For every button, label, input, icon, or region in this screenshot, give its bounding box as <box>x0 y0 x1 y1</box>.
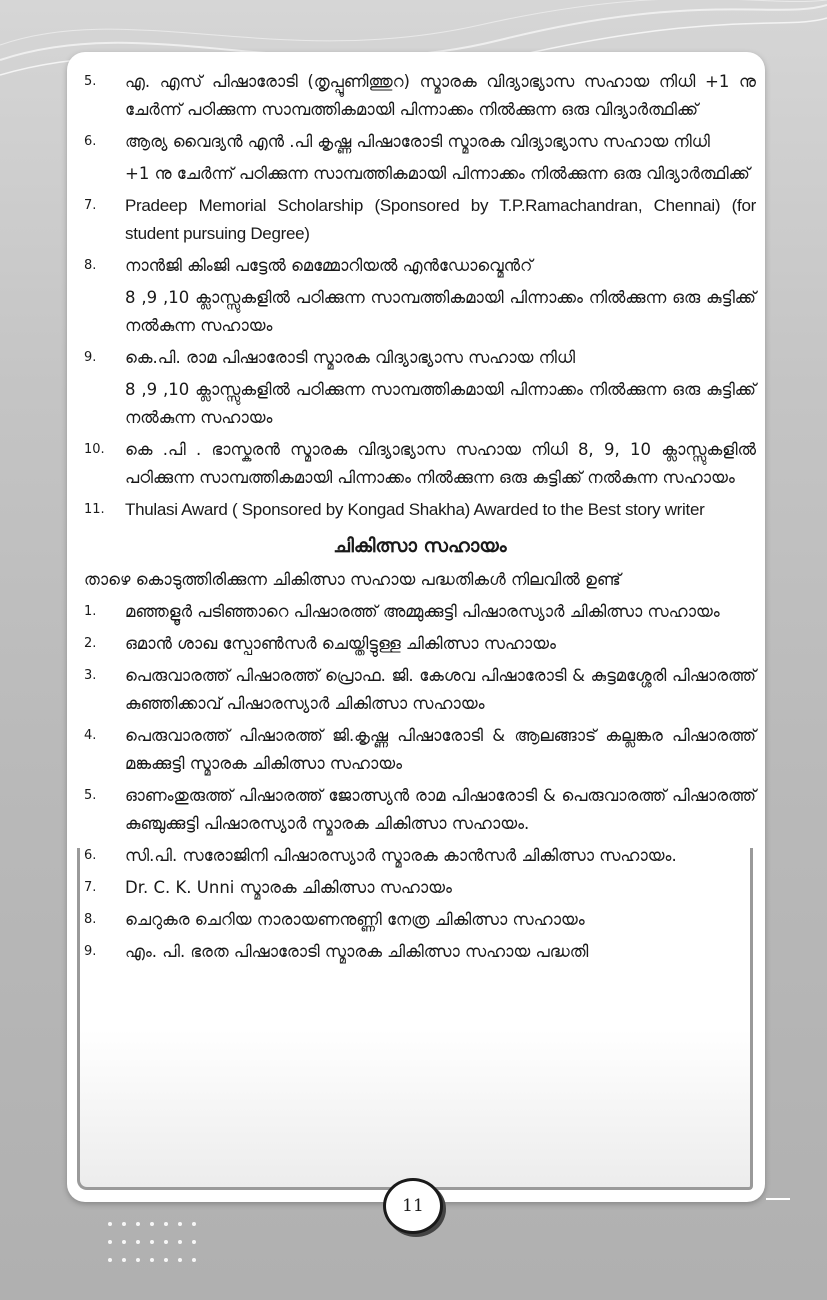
medical-aid-item <box>84 662 756 718</box>
item-text: ആര്യ വൈദ്യൻ എൻ .പി കൃഷ്ണ പിഷാരോടി സ്മാരക വിദ്യാഭ്യാസ സഹായ നിധി <box>125 132 710 151</box>
medical-aid-item <box>84 722 756 778</box>
item-number: 7. <box>84 880 97 895</box>
item-number: 8. <box>84 258 97 273</box>
decor-dot <box>178 1222 182 1226</box>
item-text: നാൻജി കിംജി പട്ടേൽ മെമ്മോറിയൽ എൻഡോവ്മെൻറ് <box>125 256 533 275</box>
item-number: 9. <box>84 350 97 365</box>
scholarship-item <box>84 344 756 432</box>
decor-dot <box>164 1240 168 1244</box>
scholarship-item <box>84 128 756 188</box>
medical-aid-heading: ചികിത്സാ സഹായം <box>333 535 507 557</box>
item-text: കെ .പി . ഭാസ്കരൻ സ്മാരക വിദ്യാഭ്യാസ സഹായ നിധി 8, 9, 10 ക്ലാസ്സുകളിൽ പഠിക്കുന്ന സാമ്പത്തികമായി പിന്നാക്കം നിൽക്കുന്ന ഒരു കുട്ടിക്ക് നൽകുന്ന സഹായം <box>125 440 756 487</box>
item-number: 2. <box>84 636 97 651</box>
decor-dot <box>192 1258 196 1262</box>
item-text: കെ.പി. രാമ പിഷാരോടി സ്മാരക വിദ്യാഭ്യാസ സഹായ നിധി <box>125 348 576 367</box>
item-body <box>125 252 756 340</box>
item-body <box>125 128 756 188</box>
scholarship-item <box>84 252 756 340</box>
scholarship-item <box>84 68 756 124</box>
item-text: Thulasi Award ( Sponsored by Kongad Shakha) Awarded to the Best story writer <box>125 500 705 519</box>
medical-aid-item <box>84 938 756 966</box>
item-text: ചെറുകര ചെറിയ നാരായണനുണ്ണി നേത്ര ചികിത്സാ സഹായം <box>125 910 585 929</box>
scholarship-item <box>84 192 756 248</box>
decor-dot <box>108 1240 112 1244</box>
decor-dot <box>108 1222 112 1226</box>
item-number: 1. <box>84 604 97 619</box>
item-number: 5. <box>84 74 97 89</box>
decor-dot <box>150 1258 154 1262</box>
medical-aid-item <box>84 598 756 626</box>
item-number: 8. <box>84 912 97 927</box>
item-number: 4. <box>84 728 97 743</box>
item-number: 6. <box>84 134 97 149</box>
corner-rule-decoration <box>766 1198 790 1200</box>
page-content <box>84 68 756 970</box>
item-body <box>125 436 756 492</box>
item-text: 8 ,9 ,10 ക്ലാസ്സുകളിൽ പഠിക്കുന്ന സാമ്പത്തികമായി പിന്നാക്കം നിൽക്കുന്ന ഒരു കുട്ടിക്ക് നൽകുന്ന സഹായം <box>125 380 756 427</box>
medical-aid-item <box>84 906 756 934</box>
item-text: 8 ,9 ,10 ക്ലാസ്സുകളിൽ പഠിക്കുന്ന സാമ്പത്തികമായി പിന്നാക്കം നിൽക്കുന്ന ഒരു കുട്ടിക്ക് നൽകുന്ന സഹായം <box>125 288 756 335</box>
medical-aid-item <box>84 630 756 658</box>
decor-dot <box>150 1240 154 1244</box>
decor-dot <box>178 1240 182 1244</box>
decor-dot <box>122 1258 126 1262</box>
item-number: 11. <box>84 502 105 517</box>
item-text: എ. എസ് പിഷാരോടി (തൃപ്പൂണിത്തുറ) സ്മാരക വിദ്യാഭ്യാസ സഹായ നിധി +1 നു ചേർന്ന് പഠിക്കുന്ന സാമ്പത്തികമായി പിന്നാക്കം നിൽക്കുന്ന ഒരു വിദ്യാർത്ഥിക്ക് <box>125 72 756 119</box>
decor-dot <box>192 1240 196 1244</box>
item-text: മഞ്ഞളൂർ പടിഞ്ഞാറെ പിഷാരത്ത് അമ്മുക്കുട്ടി പിഷാരസ്യാർ ചികിത്സാ സഹായം <box>125 602 720 621</box>
item-body <box>125 344 756 432</box>
decor-dot <box>136 1258 140 1262</box>
decor-dot <box>122 1240 126 1244</box>
scholarship-item <box>84 496 756 524</box>
item-number: 10. <box>84 442 105 457</box>
item-number: 5. <box>84 788 97 803</box>
item-text: +1 നു ചേർന്ന് പഠിക്കുന്ന സാമ്പത്തികമായി പിന്നാക്കം നിൽക്കുന്ന ഒരു വിദ്യാർത്ഥിക്ക് <box>125 164 750 183</box>
decor-dot <box>136 1240 140 1244</box>
item-body <box>125 496 756 524</box>
medical-aid-item <box>84 842 756 870</box>
decor-dot <box>178 1258 182 1262</box>
item-number: 9. <box>84 944 97 959</box>
item-text: ഓണംതുരുത്ത് പിഷാരത്ത് ജോത്സ്യൻ രാമ പിഷാരോടി & പെരുവാരത്ത് പിഷാരത്ത് കുഞ്ചുക്കുട്ടി പിഷാരസ്യാർ സ്മാരക ചികിത്സാ സഹായം. <box>125 786 756 833</box>
medical-aid-item <box>84 782 756 838</box>
item-body <box>125 68 756 124</box>
medical-aid-intro: താഴെ കൊടുത്തിരിക്കുന്ന ചികിത്സാ സഹായ പദ്ധതികൾ നിലവിൽ ഉണ്ട് <box>84 570 621 589</box>
item-text: Pradeep Memorial Scholarship (Sponsored by T.P.Ramachandran, Chennai) (for student pursuing Degree) <box>125 196 756 243</box>
page-number-badge <box>383 1178 443 1234</box>
decor-dot <box>164 1222 168 1226</box>
item-text: ഒമാൻ ശാഖ സ്പോൺസർ ചെയ്തിട്ടുള്ള ചികിത്സാ സഹായം <box>125 634 556 653</box>
decor-dot <box>122 1222 126 1226</box>
medical-aid-list <box>84 598 756 966</box>
item-text: സി.പി. സരോജിനി പിഷാരസ്യാർ സ്മാരക കാൻസർ ചികിത്സാ സഹായം. <box>125 846 677 865</box>
item-text: Dr. C. K. Unni സ്മാരക ചികിത്സാ സഹായം <box>125 878 452 897</box>
item-body <box>125 192 756 248</box>
decor-dot <box>192 1222 196 1226</box>
item-number: 6. <box>84 848 97 863</box>
decor-dot <box>108 1258 112 1262</box>
medical-aid-item <box>84 874 756 902</box>
item-number: 3. <box>84 668 97 683</box>
scholarship-list <box>84 68 756 524</box>
page-number: 11 <box>402 1196 424 1216</box>
dot-grid-decoration <box>108 1222 208 1267</box>
item-text: പെരുവാരത്ത് പിഷാരത്ത് പ്രൊഫ. ജി. കേശവ പിഷാരോടി & കുട്ടമശ്ശേരി പിഷാരത്ത് കുഞ്ഞിക്കാവ് പിഷാരസ്യാർ ചികിത്സാ സഹായം <box>125 666 756 713</box>
scholarship-item <box>84 436 756 492</box>
decor-dot <box>136 1222 140 1226</box>
decor-dot <box>150 1222 154 1226</box>
decor-dot <box>164 1258 168 1262</box>
item-text: എം. പി. ഭരത പിഷാരോടി സ്മാരക ചികിത്സാ സഹായ പദ്ധതി <box>125 942 589 961</box>
item-text: പെരുവാരത്ത് പിഷാരത്ത് ജി.കൃഷ്ണ പിഷാരോടി & ആലങ്ങാട് കല്ലങ്കര പിഷാരത്ത് മങ്കക്കുട്ടി സ്മാരക ചികിത്സാ സഹായം <box>125 726 756 773</box>
item-number: 7. <box>84 198 97 213</box>
